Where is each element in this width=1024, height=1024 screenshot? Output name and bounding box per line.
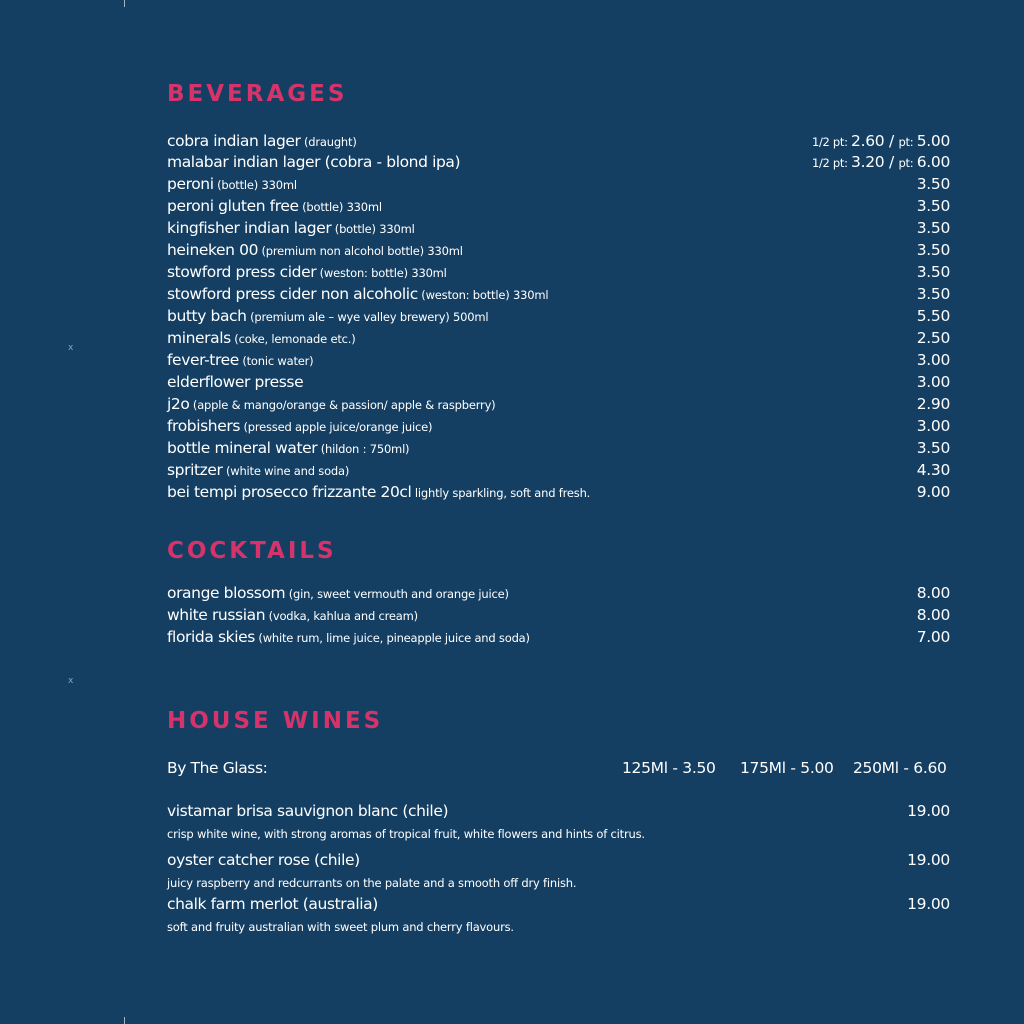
item-desc: (apple & mango/orange & passion/ apple & raspberry): [189, 398, 496, 412]
item-name: stowford press cider: [167, 263, 317, 281]
item-name: bottle mineral water: [167, 439, 318, 457]
item-desc: (draught): [300, 135, 357, 149]
price-unit: pt:: [898, 135, 917, 149]
item-name: spritzer: [167, 461, 223, 479]
item-price: 3.00: [916, 373, 950, 391]
section-title-house-wines: HOUSE WINES: [167, 708, 384, 734]
price-value: 3.20: [851, 153, 885, 171]
menu-item: [167, 130, 950, 152]
item-price: 2.50: [916, 329, 950, 347]
price-separator: /: [884, 153, 899, 171]
item-desc: (hildon : 750ml): [317, 442, 410, 456]
menu-item: [167, 349, 950, 371]
item-name: kingfisher indian lager: [167, 219, 332, 237]
item-desc: (pressed apple juice/orange juice): [240, 420, 433, 434]
price-value: 5.00: [916, 132, 950, 150]
menu-item: [167, 151, 950, 173]
price-unit: pt:: [898, 156, 917, 170]
item-price: 4.30: [916, 461, 950, 479]
menu-item: [167, 604, 950, 626]
wine-price: 19.00: [907, 802, 950, 820]
item-name: minerals: [167, 329, 231, 347]
item-price: 3.50: [916, 241, 950, 259]
item-name: peroni: [167, 175, 214, 193]
section-title-cocktails: COCKTAILS: [167, 538, 337, 564]
menu-item: [167, 239, 950, 261]
item-desc: (premium ale – wye valley brewery) 500ml: [246, 310, 489, 324]
section-title-beverages: BEVERAGES: [167, 81, 348, 107]
wine-description: juicy raspberry and redcurrants on the palate and a smooth off dry finish.: [167, 876, 577, 890]
item-name: malabar indian lager (cobra - blond ipa): [167, 153, 461, 171]
menu-item: [167, 173, 950, 195]
item-desc: (premium non alcohol bottle) 330ml: [258, 244, 463, 258]
item-price: 9.00: [916, 483, 950, 501]
wine-description: crisp white wine, with strong aromas of tropical fruit, white flowers and hints of citrus.: [167, 827, 645, 841]
crop-mark-top: [124, 0, 125, 7]
menu-item: [167, 283, 950, 305]
crop-mark-bottom: [124, 1017, 125, 1024]
menu-item: [167, 305, 950, 327]
wine-price: 19.00: [907, 895, 950, 913]
menu-item: [167, 481, 950, 503]
item-price: 3.50: [916, 263, 950, 281]
menu-item: [167, 217, 950, 239]
item-name: butty bach: [167, 307, 247, 325]
item-name: bei tempi prosecco frizzante 20cl: [167, 483, 412, 501]
item-desc: (white wine and soda): [222, 464, 350, 478]
wine-name: chalk farm merlot (australia): [167, 895, 378, 913]
menu-item: [167, 626, 950, 648]
menu-item: [167, 327, 950, 349]
item-price: [812, 151, 950, 174]
item-desc: (bottle) 330ml: [298, 200, 382, 214]
item-name: heineken 00: [167, 241, 259, 259]
item-desc: (tonic water): [238, 354, 314, 368]
item-name: cobra indian lager: [167, 132, 301, 150]
item-price: 7.00: [916, 628, 950, 646]
wine-item: [167, 800, 950, 822]
wine-description: soft and fruity australian with sweet plum and cherry flavours.: [167, 920, 514, 934]
item-desc: (weston: bottle) 330ml: [417, 288, 549, 302]
item-desc: (bottle) 330ml: [213, 178, 297, 192]
wine-item: [167, 893, 950, 915]
glass-price-175: 175Ml - 5.00: [740, 759, 834, 777]
item-price: 3.50: [916, 175, 950, 193]
item-desc: (bottle) 330ml: [331, 222, 415, 236]
glass-price-125: 125Ml - 3.50: [622, 759, 716, 777]
item-name: florida skies: [167, 628, 255, 646]
item-price: 5.50: [916, 307, 950, 325]
by-the-glass-label: By The Glass:: [167, 759, 268, 777]
item-price: 3.50: [916, 197, 950, 215]
menu-item: [167, 437, 950, 459]
item-desc: (weston: bottle) 330ml: [316, 266, 447, 280]
side-mark-lower: x: [68, 676, 74, 686]
item-name: frobishers: [167, 417, 241, 435]
item-price: 2.90: [916, 395, 950, 413]
price-unit: 1/2 pt:: [811, 156, 852, 170]
item-price: 3.00: [916, 351, 950, 369]
menu-item: [167, 459, 950, 481]
item-desc: lightly sparkling, soft and fresh.: [411, 486, 591, 500]
item-name: white russian: [167, 606, 266, 624]
glass-price-250: 250Ml - 6.60: [853, 759, 947, 777]
menu-item: [167, 415, 950, 437]
menu-item: [167, 195, 950, 217]
menu-item: [167, 261, 950, 283]
item-price: 3.50: [916, 285, 950, 303]
item-price: 3.00: [916, 417, 950, 435]
item-desc: (vodka, kahlua and cream): [265, 609, 418, 623]
item-name: stowford press cider non alcoholic: [167, 285, 418, 303]
item-price: 3.50: [916, 439, 950, 457]
item-price: [812, 130, 950, 153]
item-name: peroni gluten free: [167, 197, 299, 215]
wine-item: [167, 849, 950, 871]
item-desc: (gin, sweet vermouth and orange juice): [285, 587, 509, 601]
menu-item: [167, 393, 950, 415]
menu-item: [167, 582, 950, 604]
item-desc: (white rum, lime juice, pineapple juice and soda): [254, 631, 530, 645]
item-price: 8.00: [916, 584, 950, 602]
menu-item: [167, 371, 950, 393]
item-price: 3.50: [916, 219, 950, 237]
price-value: 2.60: [851, 132, 885, 150]
wine-name: vistamar brisa sauvignon blanc (chile): [167, 802, 449, 820]
price-unit: 1/2 pt:: [811, 135, 852, 149]
item-name: fever-tree: [167, 351, 239, 369]
item-name: orange blossom: [167, 584, 286, 602]
item-desc: (coke, lemonade etc.): [230, 332, 356, 346]
price-value: 6.00: [916, 153, 950, 171]
wine-name: oyster catcher rose (chile): [167, 851, 360, 869]
item-price: 8.00: [916, 606, 950, 624]
item-name: j2o: [167, 395, 190, 413]
price-separator: /: [884, 132, 899, 150]
item-name: elderflower presse: [167, 373, 304, 391]
side-mark-upper: x: [68, 343, 74, 353]
wine-price: 19.00: [907, 851, 950, 869]
